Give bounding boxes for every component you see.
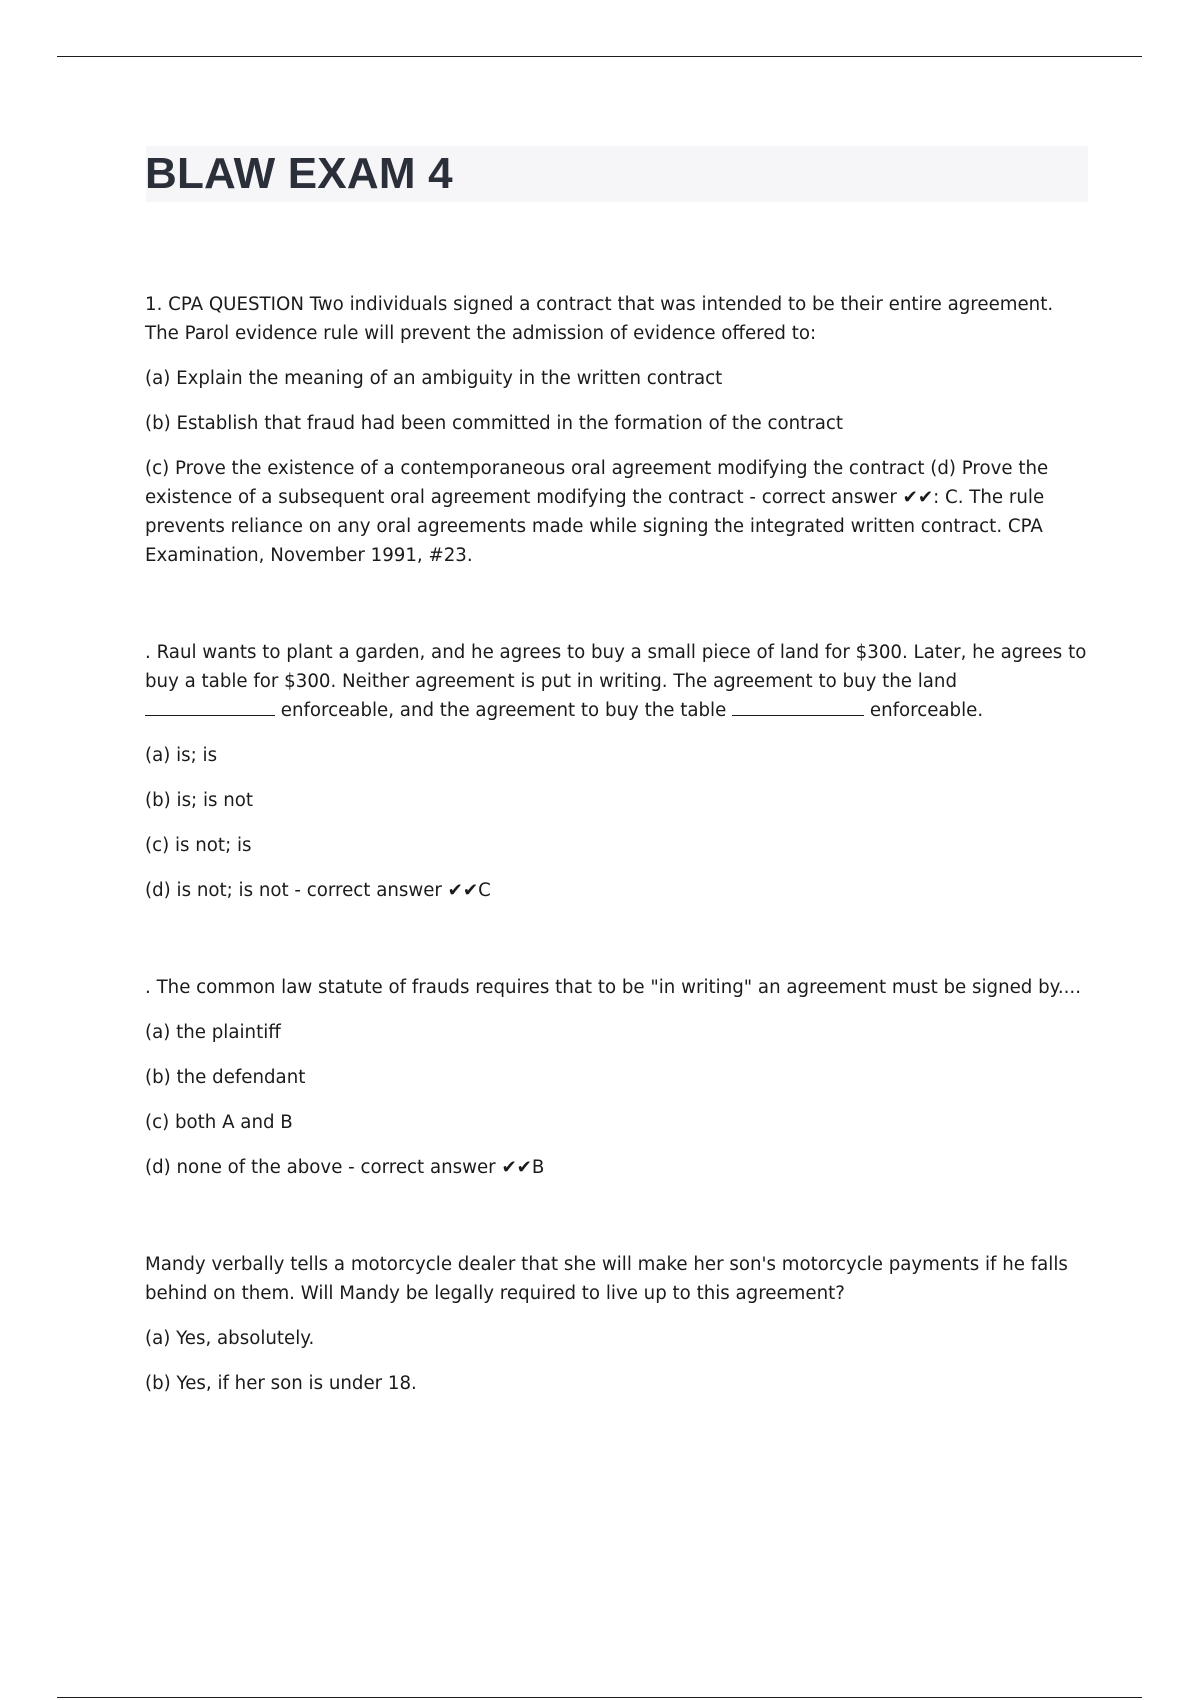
answer-option: (c) is not; is bbox=[145, 835, 252, 856]
answer-option: (a) is; is bbox=[145, 745, 218, 766]
question-4 bbox=[145, 1250, 1090, 1398]
question-stem-part: enforceable. bbox=[869, 700, 984, 721]
question-stem-part: . Raul wants to plant a garden, and he agrees to buy a small piece of land for $300. Later, he agrees to buy a table for $300. Neither agreement is put in writing. The agreement to buy the land bbox=[145, 642, 1087, 692]
answer-option: (b) Establish that fraud had been committed in the formation of the contract bbox=[145, 413, 844, 434]
fill-in-blank bbox=[145, 697, 275, 716]
answer-option: (d) is not; is not - correct answer ✔✔C bbox=[145, 880, 491, 901]
answer-option: (c) both A and B bbox=[145, 1112, 293, 1133]
answer-option: (b) the defendant bbox=[145, 1067, 306, 1088]
question-2 bbox=[145, 638, 1090, 905]
question-stem bbox=[145, 638, 1090, 725]
answer-option: (c) Prove the existence of a contemporaneous oral agreement modifying the contract (d) Prove the existence of a subsequent oral agreement modifying the contract - correct answer ✔✔: C. The rule prevents reliance on any oral agreements made while signing the integrated written contract. CPA Examination, November 1991, #23. bbox=[145, 458, 1049, 566]
question-stem: 1. CPA QUESTION Two individuals signed a contract that was intended to be their entire agreement. The Parol evidence rule will prevent the admission of evidence offered to: bbox=[145, 294, 1054, 344]
document-body bbox=[145, 290, 1090, 1414]
fill-in-blank bbox=[732, 697, 864, 716]
answer-option: (b) is; is not bbox=[145, 790, 254, 811]
answer-option: (a) Explain the meaning of an ambiguity in the written contract bbox=[145, 368, 723, 389]
question-stem: . The common law statute of frauds requires that to be "in writing" an agreement must be signed by.... bbox=[145, 977, 1081, 998]
answer-option: (a) Yes, absolutely. bbox=[145, 1328, 315, 1349]
answer-option: (d) none of the above - correct answer ✔✔B bbox=[145, 1157, 545, 1178]
top-rule bbox=[57, 56, 1142, 57]
bottom-rule bbox=[57, 1697, 1142, 1698]
question-stem: Mandy verbally tells a motorcycle dealer that she will make her son's motorcycle payments if he falls behind on them. Will Mandy be legally required to live up to this agreement? bbox=[145, 1254, 1068, 1304]
question-3 bbox=[145, 973, 1090, 1182]
question-stem-part: enforceable, and the agreement to buy the table bbox=[280, 700, 727, 721]
answer-option: (a) the plaintiff bbox=[145, 1022, 281, 1043]
document-title: BLAW EXAM 4 bbox=[145, 149, 453, 198]
question-1 bbox=[145, 290, 1090, 570]
answer-option: (b) Yes, if her son is under 18. bbox=[145, 1373, 417, 1394]
